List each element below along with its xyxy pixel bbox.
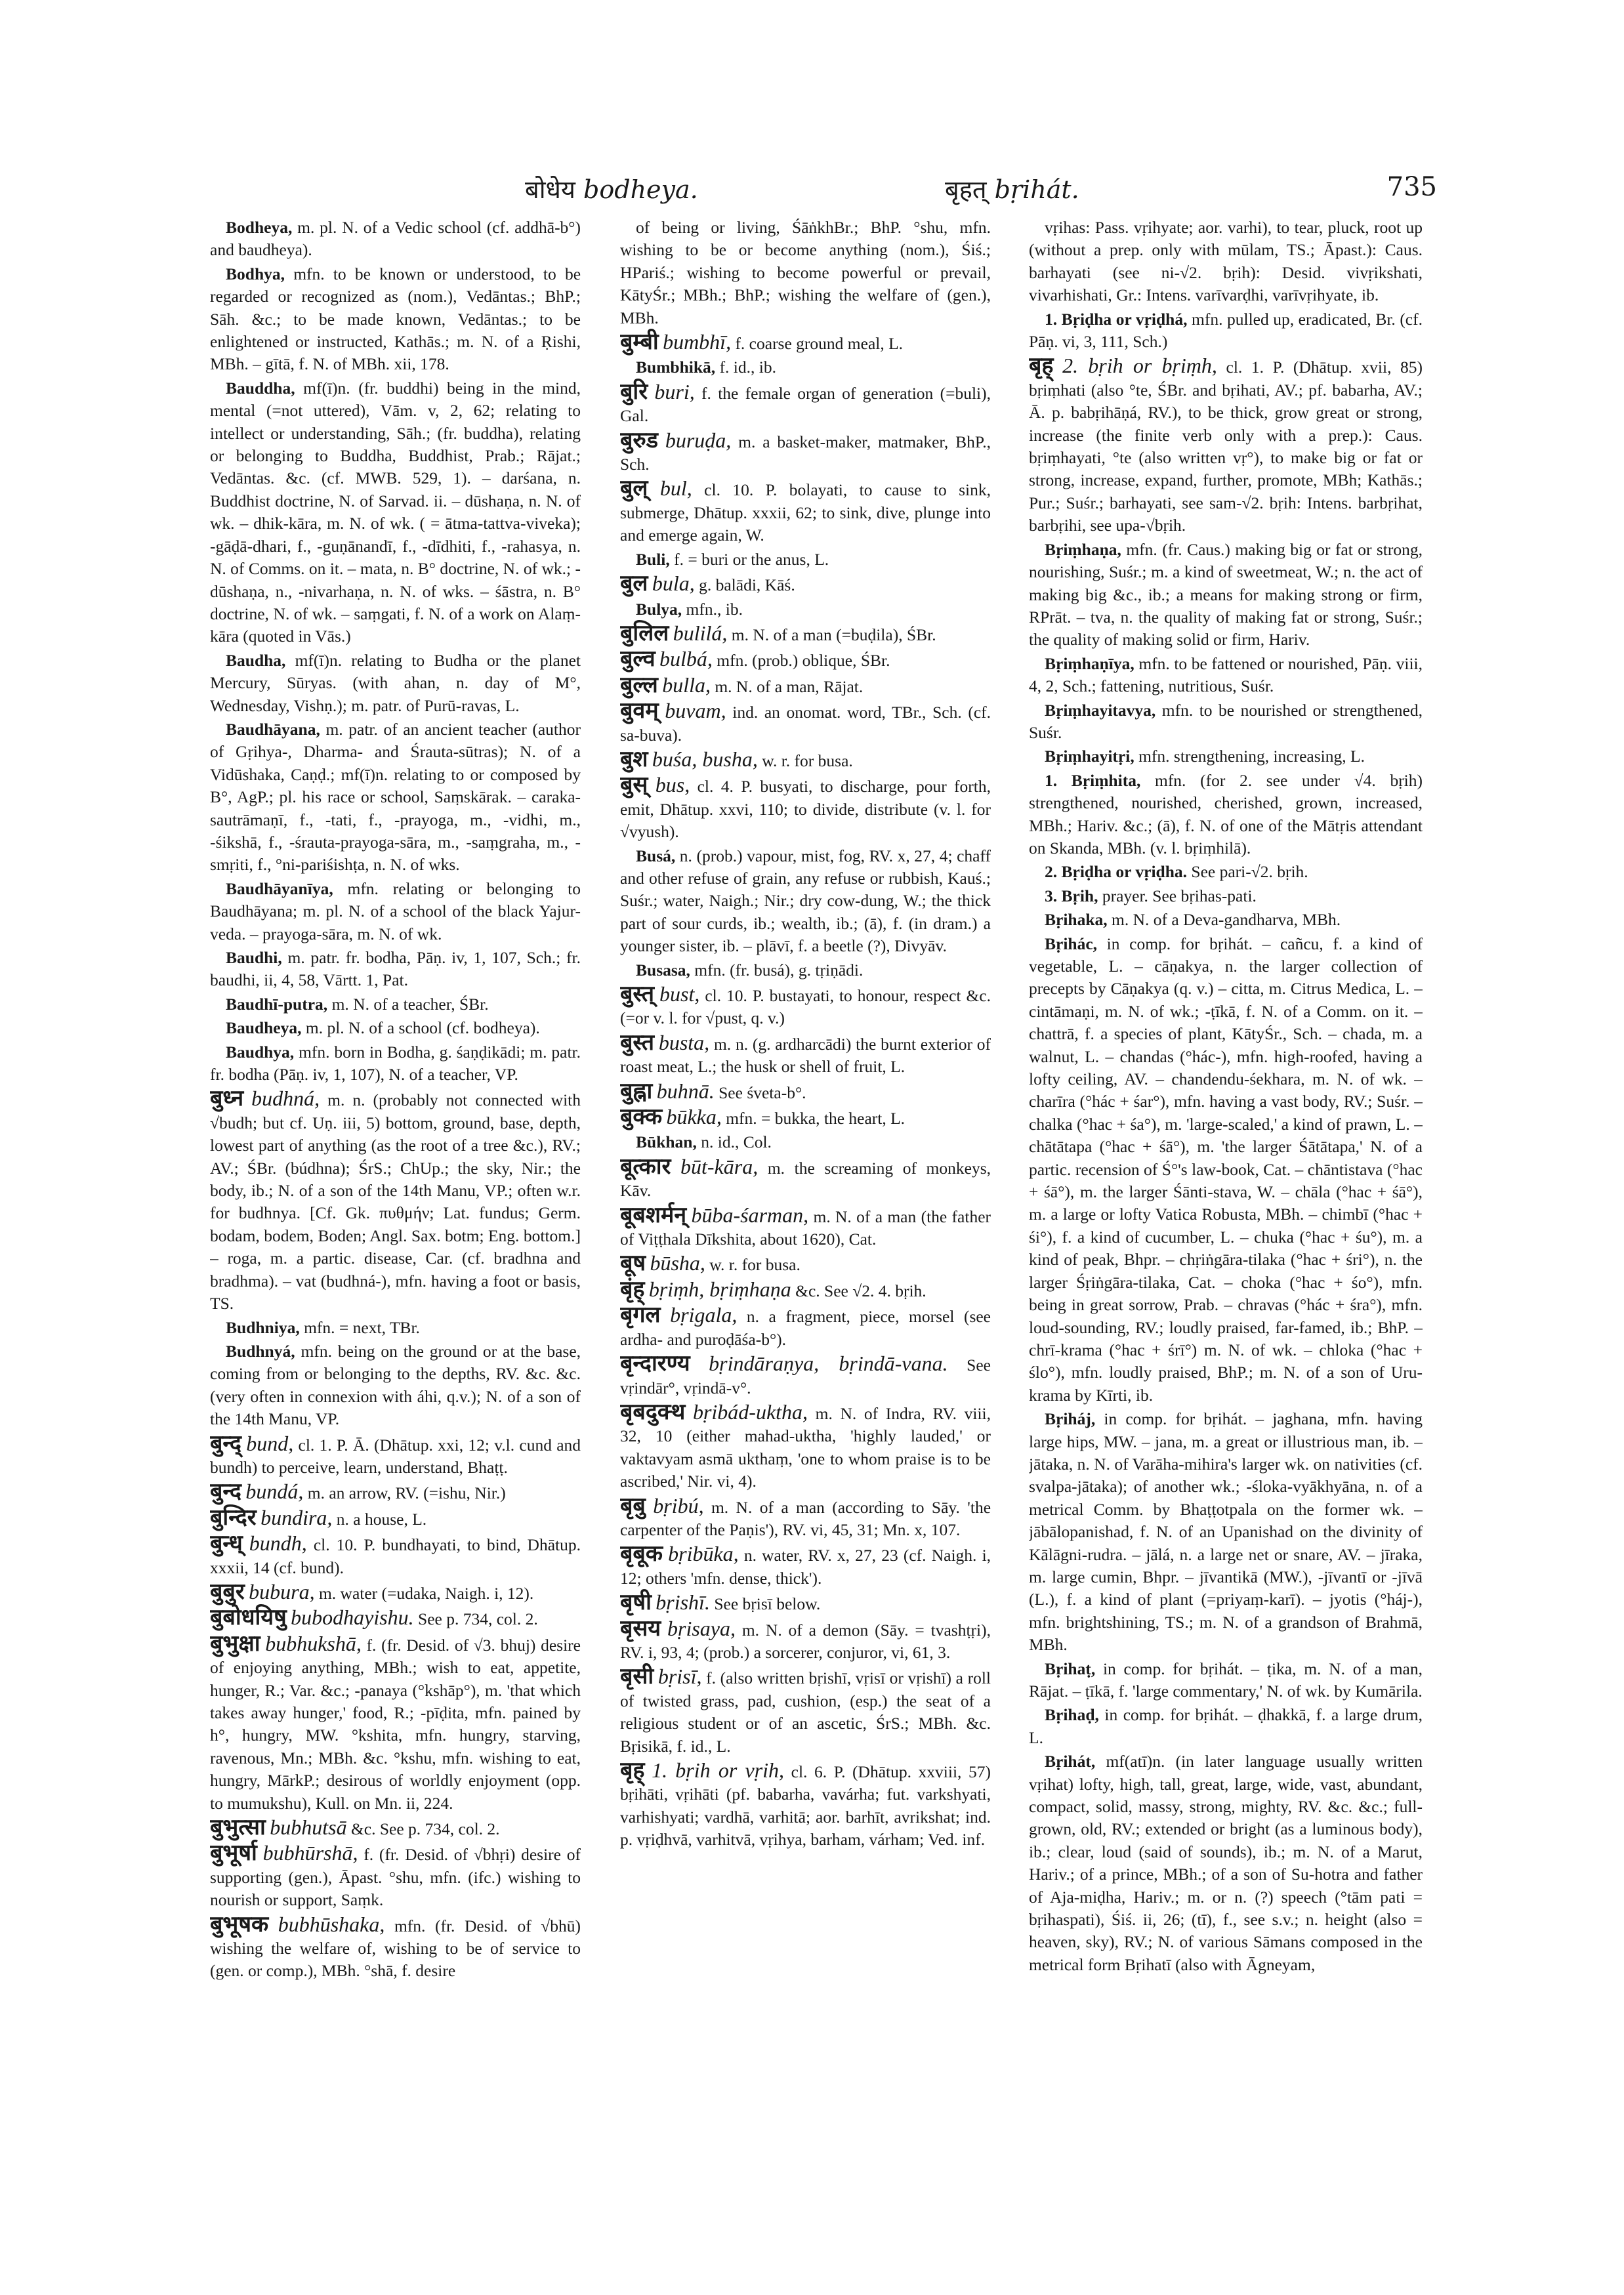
dictionary-entry — [210, 1317, 581, 1339]
dictionary-entry — [210, 1087, 581, 1315]
dictionary-entry — [210, 993, 581, 1016]
entry-devanagari: बुन्ध् — [210, 1531, 243, 1556]
column-3 — [1029, 217, 1423, 2224]
entry-devanagari: बुबुर — [210, 1579, 245, 1604]
dictionary-entry — [620, 1401, 991, 1493]
entry-definition: w. r. for busa. — [709, 1255, 801, 1275]
dictionary-entry — [210, 263, 581, 376]
dictionary-entry — [1029, 308, 1423, 354]
entry-devanagari: बुल्ल — [620, 672, 658, 697]
entry-devanagari: बृह् — [620, 1758, 645, 1783]
entry-headword: buhnā. — [656, 1079, 715, 1103]
dictionary-entry — [210, 1581, 581, 1605]
entry-definition: g. balādi, Kāś. — [699, 575, 795, 595]
dictionary-entry — [620, 1591, 991, 1615]
entry-headword: bṛindāraṇya, bṛindā-vana. — [709, 1352, 948, 1376]
dictionary-entry — [620, 1352, 991, 1399]
dictionary-entry — [1029, 1658, 1423, 1703]
entry-definition: m. N. of a man, Rājat. — [715, 676, 864, 696]
entry-devanagari: बृबदुक्थ — [620, 1399, 686, 1424]
dictionary-entry — [210, 1041, 581, 1086]
dictionary-entry — [620, 959, 991, 982]
entry-headword: bṛibú, — [653, 1493, 704, 1518]
entry-devanagari: बुस्त् — [620, 982, 655, 1006]
entry-devanagari: बुल्व — [620, 647, 656, 672]
entry-devanagari: बुल् — [620, 476, 648, 501]
dictionary-entry — [620, 1155, 991, 1203]
dictionary-entry — [620, 674, 991, 698]
entry-devanagari: बृगल — [620, 1303, 661, 1328]
dictionary-entry — [210, 878, 581, 945]
entry-definition: m. the screaming of monkeys, Kāv. — [620, 1158, 991, 1201]
entry-headword: bundira, — [260, 1505, 333, 1529]
entry-headword: Buli, — [636, 549, 670, 569]
entry-devanagari: बृन्दारण्य — [620, 1352, 690, 1376]
dictionary-entry — [210, 1913, 581, 1983]
entry-definition: mfn. strengthening, increasing, L. — [1138, 747, 1365, 766]
entry-definition: in comp. for bṛihát. – cañcu, f. a kind of vegetable, L. – cāṇakya, n. the larger collection of precepts by Cāṇakya (q. v.) – citta, m. Citrus Medica, L. – cintāmaṇi, m. N. of wk.; -ṭīkā, f. N. of a Comm. on it. – chattrā, f. a species of plant, KātyŚr., Sch. – chada, m. a walnut, L. – chandas (°hác-), mfn. high-roofed, having a lofty ceiling, AV. – chandendu-śekhara, m. N. of wk. – charīra (°hác + śar°), mfn. having a vast body, RV.; Suśr. – chalka (°hac + śa°), m. 'large-scaled,' a kind of prawn, L. – chātātapa (°hac + śā°), m. 'the larger Śātātapa,' N. of a partic. recension of Ś°'s law-book, Cat. – chāntistava (°hac + śā°), m. the larger Śānti-stava, W. – chāla (°hac + śā°), m. a large or lofty Vatica Robusta, MBh. – chimbī (°hac + śi°), f. a kind of cucumber, L. – chuka (°hac + śu°), m. a kind of peak, Bhpr. – chṛiṅgāra-tilaka (°hac + śri°), n. the larger Śṛiṅgāra-tilaka, Cat. – choka (°hac + śo°), mfn. being in great sorrow, Prab. – chravas (°hác + śra°), mfn. loud-sounding, RV.; loudly praised, far-famed, ib.; BhP. – chrī-krama (°hac + śrī°) m. N. of wk. – chloka (°hac + ślo°), mfn. loudly praised, BhP.; m. N. of a son of Uru-krama by Kīrti, ib. — [1029, 934, 1423, 1405]
entry-definition: m. pl. N. of a school (cf. bodheya). — [305, 1018, 540, 1038]
dictionary-entry — [620, 748, 991, 772]
dictionary-entry — [1029, 699, 1423, 745]
entry-devanagari: बुन्द — [210, 1479, 241, 1504]
entry-devanagari: बृह् — [1029, 354, 1054, 379]
dictionary-entry — [620, 548, 991, 571]
entry-definition: m. N. of a man (=buḍila), ŚBr. — [731, 625, 936, 644]
dictionary-entry — [620, 1252, 991, 1276]
entry-definition: m. N. of a man (according to Sāy. 'the carpenter of the Paṇis'), RV. vi, 45, 31; Mn. x, 107. — [620, 1497, 991, 1539]
entry-headword: bust, — [659, 982, 700, 1006]
entry-definition: mfn. (fr. busá), g. tṛiṇādi. — [694, 960, 864, 980]
running-header — [210, 172, 1437, 211]
entry-definition: See śveta-b°. — [718, 1083, 806, 1102]
dictionary-entry — [620, 699, 991, 747]
entry-definition: mfn., ib. — [686, 599, 743, 619]
dictionary-entry — [620, 1304, 991, 1351]
entry-devanagari: बुरुड — [620, 428, 658, 453]
entry-headword: Baudha, — [226, 650, 286, 670]
entry-definition: f. id., ib. — [719, 358, 776, 377]
entry-definition: cl. 1. P. Ā. (Dhātup. xxi, 12; v.l. cund and bundh) to perceive, learn, understand, Bhaṭṭ. — [210, 1435, 581, 1477]
entry-definition: m. patr. fr. bodha, Pāṇ. iv, 1, 107, Sch.; fr. baudhi, ii, 4, 58, Vārtt. 1, Pat. — [210, 948, 581, 990]
dictionary-entry — [620, 1031, 991, 1079]
dictionary-entry — [210, 1017, 581, 1039]
entry-definition: in comp. for bṛihát. – ḍhakkā, f. a large drum, L. — [1029, 1705, 1423, 1747]
entry-headword: būt-kāra, — [680, 1154, 759, 1178]
dictionary-entry — [1029, 770, 1423, 860]
entry-definition: mfn. to be known or understood, to be regarded or recognized as (nom.), Vedāntas.; BhP.; Sāh. &c.; to be made known, Vedāntas.; to be enlightened or instructed, Kathās.; m. N. of a Ṛishi, MBh. – gītā, f. N. of MBh. xii, 178. — [210, 264, 581, 374]
entry-definition: mfn. = bukka, the heart, L. — [726, 1109, 906, 1128]
entry-headword: Budhnyá, — [226, 1341, 295, 1361]
entry-headword: Būkhan, — [636, 1132, 697, 1152]
entry-headword: 1. Bṛiḍha or vṛiḍhá, — [1045, 309, 1188, 329]
entry-headword: 1. Bṛiṃhita, — [1045, 770, 1141, 790]
header-right-devanagari: बृहत् — [945, 175, 987, 204]
column-1 — [210, 217, 581, 2224]
entry-headword: budhná, — [251, 1086, 320, 1111]
entry-definition: n. id., Col. — [701, 1132, 772, 1152]
dictionary-entry — [210, 1816, 581, 1840]
entry-definition: f. (also written bṛishī, vṛisī or vṛishī) a roll of twisted grass, pad, cushion, (esp.) the seat of a religious student or of an ascetic, ŚrS.; MBh. &c. Bṛisikā, f. id., L. — [620, 1668, 991, 1756]
entry-headword: Baudhi, — [226, 948, 282, 967]
entry-definition: of being or living, ŚāṅkhBr.; BhP. °shu, mfn. wishing to be or become anything (nom.), Śiś.; HPariś.; wishing to become powerful or prevail, KātyŚr.; MBh.; BhP.; wishing the welfare of (gen.), MBh. — [620, 218, 991, 327]
dictionary-entry — [620, 622, 991, 646]
entry-devanagari: बृसय — [620, 1616, 661, 1641]
entry-devanagari: बुरि — [620, 379, 648, 404]
entry-headword: 2. bṛih or bṛiṃh, — [1062, 354, 1217, 378]
entry-headword: Bṛiháj, — [1045, 1409, 1096, 1429]
entry-definition: in comp. for bṛihát. – jaghana, mfn. having large hips, MW. – jana, m. a great or illustrious man, ib. – jātaka, n. N. of Varāha-mihira's larger wk. on nativities (cf. svalpa-jātaka); of another wk.; -śloka-vyākhyāna, n. of a metrical Comm. by Bhaṭṭotpala on the former wk. – jābālopanishad, f. N. of an Upanishad on the divinity of Kālāgni-rudra. – jālá, n. a large net or snare, AV. – jīraka, m. large cumin, Bhpr. – jīvantikā (MW.), -jīvantī or -jīvā (L.), f. a kind of plant (=priyaṃ-karī). – jyotis (°háj-), mfn. brightshining, TS.; m. N. of a grandson of Brahmā, MBh. — [1029, 1409, 1423, 1655]
dictionary-entry — [620, 774, 991, 843]
entry-definition: mfn. = next, TBr. — [304, 1317, 420, 1337]
entry-definition: f. = buri or the anus, L. — [674, 549, 829, 569]
entry-devanagari: बृषी — [620, 1590, 652, 1615]
dictionary-entry — [620, 1278, 991, 1302]
entry-devanagari: बृसी — [620, 1664, 654, 1689]
entry-headword: bṛishī. — [656, 1590, 710, 1615]
entry-devanagari: बुभूषक — [210, 1912, 269, 1937]
dictionary-entry — [210, 947, 581, 992]
dictionary-entry — [620, 331, 991, 355]
dictionary-entry — [210, 1340, 581, 1431]
entry-devanagari: बुस्त — [620, 1030, 655, 1055]
dictionary-entry — [210, 377, 581, 648]
entry-definition: f. (fr. Desid. of √3. bhuj) desire of enjoying anything, MBh.; wish to eat, appetite, hunger, R.; Var. &c.; -panaya (°kshāp°), m. 'that which takes away hunger,' food, R.; -pīḍita, mfn. pained by h°, hungry, MW. °kshita, mfn. hungry, starving, ravenous, Mn.; MBh. &c. °kshu, mfn. wishing to eat, hungry, MārkP.; desirous of worldly enjoyment (opp. to mumukshu), Kull. on Mn. ii, 224. — [210, 1635, 581, 1813]
entry-headword: bubura, — [249, 1579, 315, 1603]
entry-devanagari: बूत्कार — [620, 1154, 671, 1179]
entry-definition: f. coarse ground meal, L. — [735, 334, 904, 354]
dictionary-entry — [1029, 745, 1423, 768]
entry-definition: cl. 10. P. bustayati, to honour, respect &c. (=or v. l. for √pust, q. v.) — [620, 986, 991, 1028]
entry-headword: bundá, — [245, 1479, 304, 1504]
entry-definition: m. a basket-maker, matmaker, BhP., Sch. — [620, 432, 991, 474]
header-right-roman: bṛihát. — [994, 175, 1079, 204]
entry-definition: m. N. of a Deva-gandharva, MBh. — [1112, 910, 1341, 930]
entry-devanagari: बुस् — [620, 773, 648, 798]
dictionary-entry — [620, 217, 991, 329]
dictionary-entry — [210, 1606, 581, 1630]
dictionary-entry — [1029, 885, 1423, 907]
entry-definition: mfn. pulled up, eradicated, Br. (cf. Pāṇ. vi, 3, 111, Sch.) — [1029, 309, 1423, 352]
entry-headword: buvam, — [665, 699, 726, 723]
entry-headword: bundh, — [249, 1531, 307, 1556]
entry-definition: m. pl. N. of a Vedic school (cf. addhā-b°) and baudheya). — [210, 218, 581, 260]
page-number: 735 — [1386, 172, 1437, 202]
entry-headword: bubhukshā, — [265, 1631, 362, 1655]
dictionary-entry — [620, 1665, 991, 1758]
entry-headword: bulla, — [662, 672, 711, 697]
dictionary-entry — [210, 718, 581, 877]
dictionary-entry — [1029, 653, 1423, 698]
dictionary-entry — [620, 572, 991, 596]
dictionary-entry — [210, 1632, 581, 1815]
dictionary-entry — [210, 1480, 581, 1504]
entry-definition: &c. See √2. 4. bṛih. — [795, 1281, 927, 1300]
entry-definition: m. N. of a man (the father of Viṭṭhala Dīkshita, about 1620), Cat. — [620, 1207, 991, 1249]
entry-headword: Bṛiṃhaṇa, — [1045, 539, 1121, 559]
entry-definition: m. N. of Indra, RV. viii, 32, 10 (either mahad-uktha, 'highly lauded,' or vaktavyam asmā ukthaṃ, 'one to whom praise is to be ascribed,' Nir. vi, 4). — [620, 1403, 991, 1491]
entry-devanagari: बुल — [620, 571, 648, 596]
entry-headword: bubhutsā — [270, 1815, 347, 1840]
entry-headword: bumbhī, — [663, 330, 732, 354]
dictionary-entry — [1029, 1750, 1423, 1976]
entry-headword: Bṛihát, — [1045, 1752, 1096, 1771]
entry-headword: Baudhāyanīya, — [226, 879, 333, 898]
entry-headword: bubhūrshā, — [262, 1841, 358, 1865]
entry-headword: bṛisaya, — [667, 1616, 736, 1640]
header-left-roman: bodheya. — [583, 175, 698, 204]
dictionary-entry — [1029, 909, 1423, 931]
entry-headword: bṛiṃh, bṛiṃhaṇa — [648, 1277, 791, 1301]
entry-headword: Baudhī-putra, — [226, 994, 328, 1014]
dictionary-entry — [1029, 933, 1423, 1407]
dictionary-entry — [620, 1204, 991, 1251]
entry-definition: mfn. (fr. Caus.) making big or fat or strong, nourishing, Suśr.; m. a kind of sweetmeat, W.; n. the act of making big &c., ib.; a means for making strong or firm, RPrāt. – tva, n. the quality of making fat or strong, Suśr.; the quality of making solid or firm, Hariv. — [1029, 539, 1423, 650]
entry-headword: būsha, — [650, 1251, 705, 1275]
entry-headword: Bṛihaḍ, — [1045, 1705, 1099, 1725]
entry-definition: &c. See p. 734, col. 2. — [350, 1819, 500, 1839]
dictionary-entry — [620, 429, 991, 476]
entry-headword: Bulya, — [636, 599, 682, 619]
entry-headword: Bṛiṃhaṇīya, — [1045, 653, 1135, 673]
entry-definition: n. a fragment, piece, morsel (see ardha- and puroḍāśa-b°). — [620, 1307, 991, 1349]
entry-devanagari: बुलिल — [620, 621, 669, 646]
entry-headword: bṛigala, — [670, 1303, 738, 1327]
dictionary-entry — [210, 217, 581, 262]
entry-definition: vṛihas: Pass. vṛihyate; aor. varhi), to tear, pluck, root up (without a prep. only with mūlam, TS.; Āpast.): Caus. barhayati (see ni-√2. bṛih): Desid. vivṛikshati, vivarhishati, Gr.: Intens. varīvarḍhi, varīvṛihyate, ib. — [1029, 218, 1423, 305]
entry-definition: cl. 10. P. bundhayati, to bind, Dhātup. xxxii, 14 (cf. bund). — [210, 1535, 581, 1577]
entry-definition: m. n. (g. ardharcādi) the burnt exterior of roast meat, L.; the husk or shell of fruit, L. — [620, 1034, 991, 1077]
dictionary-entry — [620, 845, 991, 958]
entry-devanagari: बुभूर्षा — [210, 1841, 257, 1866]
entry-definition: cl. 4. P. busyati, to discharge, pour forth, emit, Dhātup. xxvi, 110; to divide, distribute (v. l. for √vyush). — [620, 777, 991, 842]
entry-headword: Busá, — [636, 846, 676, 865]
entry-devanagari: बूष — [620, 1251, 646, 1276]
entry-headword: bulbá, — [659, 647, 713, 671]
dictionary-entry — [1029, 217, 1423, 307]
entry-headword: bus, — [655, 773, 690, 797]
entry-definition: w. r. for busa. — [762, 751, 853, 770]
dictionary-entry — [620, 1495, 991, 1542]
entry-devanagari: बुम्बी — [620, 330, 659, 355]
entry-definition: f. (fr. Desid. of √bhṛi) desire of supporting (gen.), Āpast. °shu, mfn. (ifc.) wishing to nourish or support, Saṃk. — [210, 1845, 581, 1910]
column-2 — [620, 217, 991, 2224]
entry-devanagari: बृबूक — [620, 1542, 663, 1567]
entry-devanagari: बुध्न — [210, 1086, 244, 1111]
entry-definition: mf(ī)n. relating to Budha or the planet Mercury, Sūryas. (with ahan, n. day of M°, Wednesday, Vishṇ.); m. patr. of Purū-ravas, L. — [210, 650, 581, 715]
entry-headword: Baudhāyana, — [226, 719, 320, 739]
entry-definition: prayer. See bṛihas-pati. — [1102, 886, 1257, 905]
dictionary-entry — [210, 1432, 581, 1479]
entry-headword: Bodheya, — [226, 218, 293, 237]
entry-devanagari: बृंह् — [620, 1277, 645, 1302]
entry-headword: Budhniya, — [226, 1317, 300, 1337]
entry-headword: buri, — [654, 379, 695, 403]
entry-devanagari: बुभुत्सा — [210, 1815, 266, 1840]
entry-definition: mf(atī)n. (in later language usually written vṛihat) lofty, high, tall, great, large, wide, vast, abundant, compact, solid, massy, strong, mighty, RV. &c. &c.; full-grown, old, RV.; extended or bright (as a luminous body), ib.; clear, loud (said of sounds), ib.; m. N. of a Marut, Hariv.; of a prince, MBh.; of a son of Su-hotra and father of Aja-miḍha, Hariv.; m. or n. (?) speech (°tām pati = bṛihaspati), Śiś. ii, 26; (tī), f., see s.v.; n. height (also = heaven, sky), RV.; N. of various Sāmans composed in the metrical form Bṛihatī (also with Āgneyam, — [1029, 1752, 1423, 1974]
entry-devanagari: बृबु — [620, 1493, 646, 1518]
entry-definition: m. N. of a teacher, ŚBr. — [331, 994, 489, 1014]
dictionary-entry — [620, 983, 991, 1030]
dictionary-entry — [620, 648, 991, 672]
dictionary-entry — [620, 1106, 991, 1130]
dictionary-entry — [620, 356, 991, 379]
entry-headword: Bṛiṃhayitavya, — [1045, 700, 1156, 720]
dictionary-entry — [620, 1617, 991, 1664]
entry-definition: m. n. (probably not connected with √budh; but cf. Uṇ. iii, 5) bottom, ground, base, depth, lowest part of anything (as the root of a tree &c.), RV.; AV.; ŚBr. (búdhna); ŚrS.; ChUp.; the sky, Nir.; the body, ib.; N. of a son of the 14th Manu, VP.; often w.r. for budhnya. [Cf. Gk. πυθμήν; Lat. fundus; Germ. bodam, bodem, Boden; Angl. Sax. botm; Eng. bottom.] – roga, m. a partic. disease, Car. (cf. bradhna and bradhma). – vat (budhná-), mfn. having a foot or basis, TS. — [210, 1090, 581, 1313]
dictionary-entry — [620, 598, 991, 621]
entry-definition: n. (prob.) vapour, mist, fog, RV. x, 27, 4; chaff and other refuse of grain, any refuse or rubbish, Kauś.; Suśr.; water, Naigh.; Nir.; dry cow-dung, W.; the thick part of sour curds, ib.; wealth, ib.; (ā), f. (in dram.) a younger sister, ib. – plāvī, f. a beetle (?), Divyāv. — [620, 846, 991, 956]
dictionary-entry — [620, 1759, 991, 1851]
entry-devanagari: बुन्द् — [210, 1431, 241, 1456]
entry-headword: bula, — [652, 571, 695, 596]
dictionary-entry — [1029, 354, 1423, 537]
entry-headword: būba-śarman, — [691, 1203, 809, 1227]
entry-definition: cl. 6. P. (Dhātup. xxviii, 57) bṛihāti, vṛihāti (pf. babarha, vavárha; fut. varkshyati, varhishyati; vardhā, varhitā; aor. barhīt, avrikshat; ind. p. vṛiḍhvā, varhitvā, vṛihya, barham, várham; Ved. inf. — [620, 1762, 991, 1850]
entry-definition: n. water, RV. x, 27, 23 (cf. Naigh. i, 12; others 'mfn. dense, thick'). — [620, 1546, 991, 1588]
entry-headword: bubodhayishu. — [291, 1605, 414, 1630]
entry-headword: bṛibūka, — [668, 1542, 739, 1566]
entry-definition: mfn. to be nourished or strengthened, Suśr. — [1029, 700, 1423, 742]
dictionary-entry — [620, 1080, 991, 1104]
entry-devanagari: बुन्दिर — [210, 1505, 257, 1530]
dictionary-entry — [620, 1131, 991, 1153]
entry-definition: mf(ī)n. (fr. buddhi) being in the mind, mental (=not uttered), Vām. v, 2, 62; relating to intellect or understanding, Sāh.; (fr. buddha), relating or belonging to Buddha, Buddhist, Prab.; Rājat.; Vedāntas. &c. (cf. MWB. 529, 1). – darśana, n. Buddhist doctrine, N. of Sarvad. ii. – dūshaṇa, n. N. of wk. – dhik-kāra, m. N. of wk. ( = ātma-tattva-viveka); -gāḍā-dhari, f., -guṇānandī, f., -dīdhiti, f., -rahasya, n. N. of Comms. on it. – mata, n. B° doctrine, N. of wk.; -dūshaṇa, n., -nivarhaṇa, n. N. of wks. – śāstra, n. B° doctrine, N. of wk. – saṃgati, f. N. of a work on Alaṃ-kāra (quoted in Vās.) — [210, 378, 581, 646]
entry-definition: m. water (=udaka, Naigh. i, 12). — [318, 1583, 534, 1603]
dictionary-entry — [210, 1532, 581, 1579]
entry-definition: mfn. (prob.) oblique, ŚBr. — [717, 651, 890, 671]
entry-definition: See pari-√2. bṛih. — [1191, 862, 1308, 882]
dictionary-entry — [1029, 1408, 1423, 1656]
dictionary-entry — [1029, 1704, 1423, 1749]
entry-definition: ind. an onomat. word, TBr., Sch. (cf. sa-buva). — [620, 703, 991, 745]
header-left-devanagari: बोधेय — [525, 175, 575, 204]
entry-devanagari: बुवम् — [620, 699, 659, 724]
entry-headword: bund, — [246, 1431, 294, 1455]
dictionary-entry — [210, 650, 581, 717]
header-left — [525, 172, 698, 206]
entry-definition: m. patr. of an ancient teacher (author of Gṛihya-, Dharma- and Śrauta-sūtras); N. of a Vidūshaka, Caṇḍ.; mf(ī)n. relating to or composed by B°, AgP.; pl. his race or school, Saṃskārak. – caraka-sautrāmaṇī, f., -tati, f., -prayoga, m., -vidhi, m., -śikshā, f., -śrauta-prayoga-sāra, m., -saṃgraha, m., -smṛiti, f., °ni-pariśishṭa, n. N. of wks. — [210, 719, 581, 875]
entry-headword: Bṛihác, — [1045, 934, 1098, 953]
entry-headword: Bodhya, — [226, 264, 285, 283]
dictionary-entry — [620, 477, 991, 547]
entry-headword: Bauddha, — [226, 378, 295, 398]
entry-definition: mfn. (fr. Desid. of √bhū) wishing the welfare of, wishing to be of service to (gen. or comp.), MBh. °shā, f. desire — [210, 1916, 581, 1981]
dictionary-entry — [620, 1542, 991, 1590]
entry-headword: 1. bṛih or vṛih, — [652, 1758, 785, 1782]
entry-definition: mfn. (for 2. see under √4. bṛih) strengthened, nourished, cherished, grown, increased, MBh.; Hariv. &c.; (ā), f. N. of one of the Mātṛis attendant on Skanda, MBh. (v. l. bṛiṃhilā). — [1029, 770, 1423, 858]
entry-headword: Bṛiṃhayitṛi, — [1045, 747, 1135, 766]
entry-headword: Baudhya, — [226, 1042, 295, 1062]
entry-definition: cl. 10. P. bolayati, to cause to sink, submerge, Dhātup. xxxii, 62; to sink, dive, plunge into and emerge again, W. — [620, 480, 991, 545]
entry-headword: bṛisī, — [657, 1664, 702, 1689]
dictionary-entry — [210, 1506, 581, 1531]
entry-headword: bubhūshaka, — [278, 1912, 385, 1936]
dictionary-entry — [1029, 539, 1423, 651]
entry-devanagari: बुह्ना — [620, 1079, 653, 1104]
entry-definition: mfn. to be fattened or nourished, Pāṇ. viii, 4, 2, Sch.; fattening, nutritious, Suśr. — [1029, 653, 1423, 696]
entry-definition: mfn. born in Bodha, g. śaṇḍikādi; m. patr. fr. bodha (Pāṇ. iv, 1, 107), N. of a teacher, VP. — [210, 1042, 581, 1085]
entry-headword: 3. Bṛih, — [1045, 886, 1098, 905]
entry-definition: See p. 734, col. 2. — [418, 1609, 538, 1629]
entry-headword: Busasa, — [636, 960, 690, 980]
entry-definition: See vṛindār°, vṛindā-v°. — [620, 1355, 991, 1397]
dictionary-entry — [1029, 861, 1423, 883]
entry-definition: m. N. of a demon (Sāy. = tvashṭṛi), RV. i, 93, 4; (prob.) a sorcerer, conjuror, vi, 61, 3. — [620, 1620, 991, 1662]
dictionary-entry — [620, 381, 991, 428]
entry-definition: mfn. relating or belonging to Baudhāyana; m. pl. N. of a school of the black Yajur-veda. – prayoga-sāra, m. N. of wk. — [210, 879, 581, 943]
entry-headword: bul, — [659, 476, 692, 501]
entry-definition: m. an arrow, RV. (=ishu, Nir.) — [307, 1483, 506, 1503]
entry-headword: būkka, — [666, 1105, 722, 1129]
entry-definition: mfn. being on the ground or at the base, coming from or belonging to the depths, RV. &c. &c. (very often in connexion with áhi, q.v.); N. of a son of the 14th Manu, VP. — [210, 1341, 581, 1429]
entry-headword: 2. Bṛiḍha or vṛiḍha. — [1045, 862, 1188, 882]
entry-devanagari: बुभुक्षा — [210, 1631, 260, 1656]
entry-headword: Baudheya, — [226, 1018, 302, 1038]
entry-headword: Bṛihaṭ, — [1045, 1659, 1096, 1678]
entry-definition: f. the female organ of generation (=buli), Gal. — [620, 383, 991, 426]
entry-headword: busta, — [658, 1030, 710, 1054]
entry-headword: buśa, busha, — [652, 747, 758, 771]
entry-devanagari: बुश — [620, 747, 648, 772]
entry-devanagari: बूबशर्मन् — [620, 1203, 687, 1228]
entry-definition: See bṛisī below. — [714, 1594, 821, 1614]
header-right — [945, 172, 1079, 206]
entry-headword: Bumbhikā, — [636, 358, 716, 377]
dictionary-entry — [210, 1842, 581, 1911]
entry-definition: cl. 1. P. (Dhātup. xvii, 85) bṛiṃhati (also °te, ŚBr. and bṛihati, AV.; pf. babarha, AV.; Ā. p. babṛihāṇá, RV.), to be thick, grow great or strong, increase (the finite verb only with a prep.): Caus. bṛiṃhayati, °te (also written vṛ°), to make big or fat or strong, increase, expand, further, promote, MBh; Kathās.; Pur.; Suśr.; barhayati, see sam-√2. bṛih: Intens. barbṛihat, barbṛihi, see upa-√bṛih. — [1029, 358, 1423, 535]
entry-headword: buruḍa, — [665, 428, 732, 452]
entry-definition: n. a house, L. — [336, 1509, 427, 1529]
entry-headword: Bṛihaka, — [1045, 910, 1108, 930]
entry-definition: in comp. for bṛihát. – ṭika, m. N. of a man, Rājat. – ṭīkā, f. 'large commentary,' N. of wk. by Kumārila. — [1029, 1659, 1423, 1701]
entry-devanagari: बुक्क — [620, 1105, 663, 1130]
entry-headword: bulilá, — [673, 621, 728, 645]
entry-headword: bṛibád-uktha, — [692, 1399, 808, 1424]
entry-devanagari: बुबोधयिषु — [210, 1605, 287, 1630]
